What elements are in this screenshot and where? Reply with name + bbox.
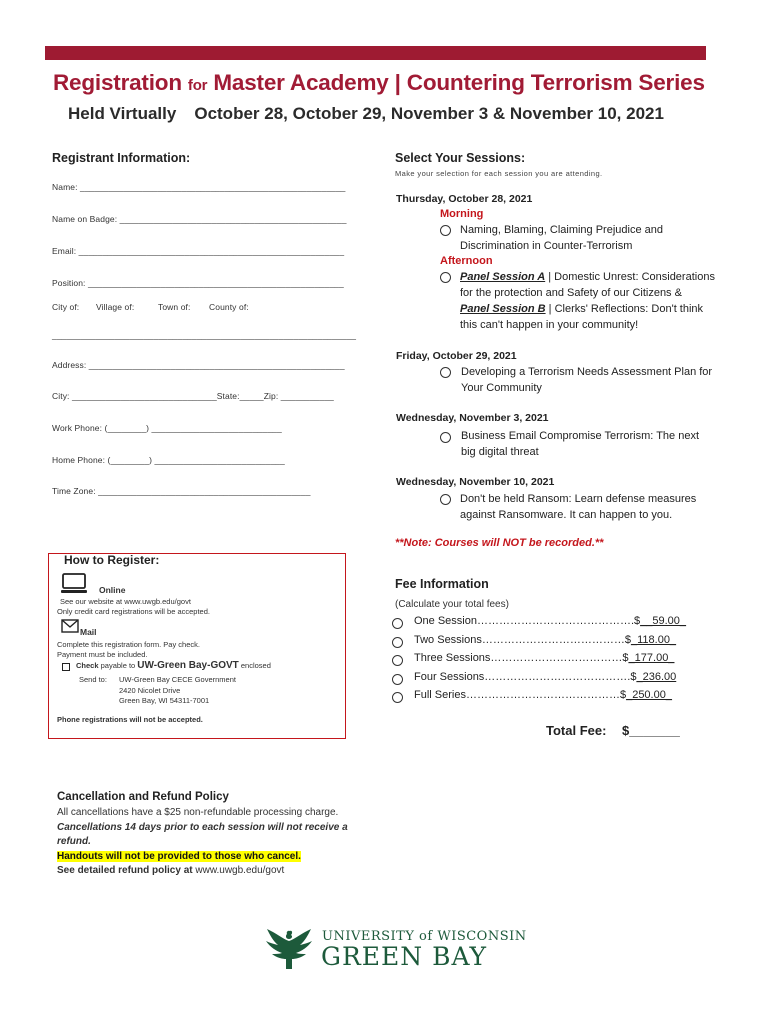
email-field[interactable]: Email: _______________________________________________________ <box>52 246 345 256</box>
session-nov10-label: Don't be held Ransom: Learn defense measures against Ransomware. It can happen to you. <box>460 493 697 521</box>
online-line2: Only credit card registrations will be accepted. <box>57 607 210 616</box>
cancellation-policy: All cancellations have a $25 non-refundable processing charge. Cancellations 14 days prior to each session will not receive a refund. Handouts will not be provided to those who cancel. See detailed refund policy at www.uwgb.edu/govt <box>57 807 348 876</box>
register-heading: How to Register: <box>64 553 160 567</box>
work-phone-field[interactable]: Work Phone: (________) ___________________________ <box>52 423 282 433</box>
fee-option-price: __59.00_ <box>640 615 687 627</box>
fee-option-radio[interactable] <box>392 637 403 648</box>
fee-option-price: _118.00_ <box>630 633 677 646</box>
total-fee-value[interactable]: $_______ <box>622 723 680 738</box>
fee-option-label: Three Sessions………………………………$ <box>414 652 629 664</box>
fee-option-label: One Session…………………………………….$ <box>414 615 641 627</box>
session-oct28-morning-label: Naming, Blaming, Claiming Prejudice and Discrimination in Counter-Terrorism <box>460 224 663 252</box>
mail-label: Mail <box>80 627 97 637</box>
sessions-instruction: Make your selection for each session you are attending. <box>395 169 603 178</box>
total-fee-label: Total Fee: <box>546 723 607 738</box>
period-afternoon: Afternoon <box>440 255 493 267</box>
period-morning: Morning <box>440 208 484 220</box>
session-nov10-radio[interactable] <box>440 494 451 505</box>
position-field[interactable]: Position: _____________________________________________________ <box>52 278 344 288</box>
phone-registration-note: Phone registrations will not be accepted. <box>57 715 203 724</box>
mail-line2: Payment must be included. <box>57 650 148 659</box>
day-oct28: Thursday, October 28, 2021 <box>396 193 533 205</box>
session-oct28-morning-radio[interactable] <box>440 225 451 236</box>
send-to-label: Send to: <box>79 675 107 684</box>
check-enclosed-checkbox[interactable] <box>62 663 70 671</box>
page-title: Registration for Master Academy | Countering Terrorism Series <box>53 70 705 95</box>
fee-option-label: Four Sessions………………………………….$ <box>414 670 637 683</box>
town-of-option[interactable]: Town of: <box>158 302 191 312</box>
logo-green-bay-text: GREEN BAY <box>321 942 488 971</box>
session-oct29-radio[interactable] <box>440 367 451 378</box>
fee-option-row <box>414 634 676 646</box>
day-nov3: Wednesday, November 3, 2021 <box>396 412 549 424</box>
page-subtitle <box>68 104 664 124</box>
mail-address: UW-Green Bay CECE Government 2420 Nicolet Drive Green Bay, WI 54311-7001 <box>119 675 236 705</box>
fee-option-radio[interactable] <box>392 692 403 703</box>
fee-option-row <box>414 671 676 683</box>
session-oct28-afternoon-label: Panel Session A | Domestic Unrest: Considerations for the protection and Safety of our Citizens & Panel Session B | Clerks' Reflections: Don't think this can't happen in your community! <box>460 271 715 331</box>
held-virtually: Held Virtually <box>68 104 177 123</box>
session-oct28-afternoon-radio[interactable] <box>440 272 451 283</box>
refund-policy-link[interactable]: www.uwgb.edu/govt <box>195 865 285 876</box>
fee-option-radio[interactable] <box>392 618 403 629</box>
fee-option-price: _177.00_ <box>628 652 675 664</box>
header-bar <box>45 46 706 60</box>
address-field[interactable]: Address: _____________________________________________________ <box>52 360 345 370</box>
home-phone-field[interactable]: Home Phone: (________) ___________________________ <box>52 455 285 465</box>
city-of-option[interactable]: City of: <box>52 302 80 312</box>
cancellation-heading: Cancellation and Refund Policy <box>57 791 229 803</box>
day-nov10: Wednesday, November 10, 2021 <box>396 476 555 488</box>
registrant-heading: Registrant Information: <box>52 151 191 165</box>
day-oct29: Friday, October 29, 2021 <box>396 350 517 362</box>
session-oct29-label: Developing a Terrorism Needs Assessment Plan for Your Community <box>461 366 713 394</box>
computer-icon <box>60 573 88 595</box>
mail-icon <box>61 619 79 633</box>
municipality-field[interactable]: _______________________________________________________________ <box>52 330 357 340</box>
fee-heading: Fee Information <box>395 577 489 591</box>
handouts-note: Handouts will not be provided to those who cancel. <box>57 850 301 862</box>
fee-option-row <box>414 689 672 701</box>
phoenix-logo-icon <box>264 927 314 971</box>
county-of-option[interactable]: County of: <box>209 302 249 312</box>
sessions-heading: Select Your Sessions: <box>395 151 526 165</box>
event-dates: October 28, October 29, November 3 & November 10, 2021 <box>194 104 664 123</box>
recording-note: **Note: Courses will NOT be recorded.** <box>395 537 604 549</box>
fee-option-price: _250.00_ <box>626 689 672 701</box>
badge-name-field[interactable]: Name on Badge: _______________________________________________ <box>52 214 347 224</box>
check-payable-line: Check payable to UW-Green Bay-GOVT enclosed <box>76 660 271 671</box>
fee-option-row <box>414 652 674 664</box>
name-field[interactable]: Name: _______________________________________________________ <box>52 182 346 192</box>
fee-option-row <box>414 615 686 627</box>
online-line1: See our website at www.uwgb.edu/govt <box>60 597 191 606</box>
fee-option-label: Two Sessions…………………………………$ <box>414 633 631 646</box>
session-nov3-radio[interactable] <box>440 432 451 443</box>
fee-option-label: Full Series……………………………………$ <box>414 689 627 701</box>
time-zone-field[interactable]: Time Zone: ____________________________________________ <box>52 486 311 496</box>
fee-subheading: (Calculate your total fees) <box>395 599 509 610</box>
session-nov3-label: Business Email Compromise Terrorism: The next big digital threat <box>461 430 700 458</box>
logo-university-text: UNIVERSITY of WISCONSIN <box>322 929 527 944</box>
online-label: Online <box>99 585 126 595</box>
fee-option-radio[interactable] <box>392 674 403 685</box>
fee-option-radio[interactable] <box>392 655 403 666</box>
village-of-option[interactable]: Village of: <box>96 302 135 312</box>
city-state-zip-field[interactable]: City: ______________________________State:_____Zip: ___________ <box>52 391 334 401</box>
fee-option-price: _236.00 <box>636 670 677 683</box>
mail-line1: Complete this registration form. Pay check. <box>57 640 200 649</box>
